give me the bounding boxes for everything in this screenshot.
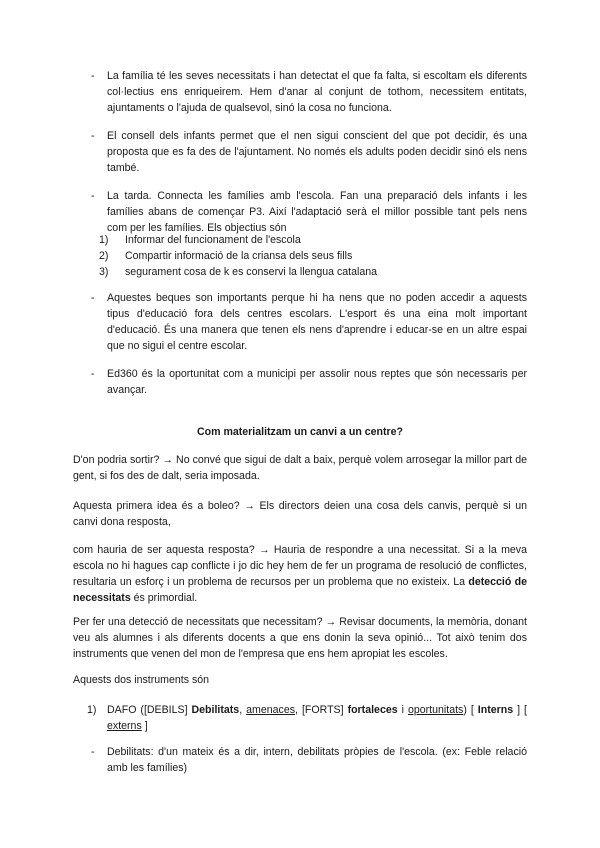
- list-item-text: El consell dels infants permet que el nen sigui conscient del que pot decidir, és una proposta que es fa des de l'ajuntament. No només els adults poden decidir sinó els nens també.: [107, 130, 527, 174]
- list-item: [91, 68, 527, 116]
- paragraph-tail: és primordial.: [130, 592, 198, 604]
- paragraph: [73, 542, 527, 606]
- bullet-dash: -: [91, 130, 95, 142]
- list-item: [91, 744, 527, 776]
- list-item: [91, 290, 527, 354]
- paragraph: Per fer una detecció de necessitats que necessitam? → Revisar documents, la memòria, donant veu als alumnes i als diferents docents a que ens donin la seva opinió... Tot això tenim dos instruments que venen del mon de l'empresa que ens hem apropiat les escoles.: [73, 616, 527, 660]
- objective-number: 1): [99, 234, 109, 246]
- bullet-dash: -: [91, 292, 95, 304]
- objective-item: [99, 248, 525, 264]
- dafo-bold: Interns: [477, 704, 514, 716]
- dafo-underlined: oportunitats: [407, 704, 464, 716]
- dafo-text: ) [: [463, 704, 478, 716]
- dafo-bold: fortaleces: [347, 704, 398, 716]
- objective-item: [99, 264, 525, 280]
- dafo-text: ]: [141, 720, 148, 732]
- dafo-text: , [FORTS]: [295, 704, 348, 716]
- dafo-bold: Debilitats: [191, 704, 240, 716]
- dafo-underlined: amenaces: [246, 704, 296, 716]
- section-title: Com materialitzam un canvi a un centre?: [196, 426, 404, 438]
- bullet-dash: -: [91, 368, 95, 380]
- dafo-text: i: [397, 704, 408, 716]
- objective-text: segurament cosa de k es conservi la llengua catalana: [125, 266, 378, 278]
- paragraph: Aquests dos instruments són: [73, 674, 210, 686]
- dafo-text: ] [: [513, 704, 527, 716]
- objective-text: Compartir informació de la criansa dels seus fills: [125, 250, 353, 262]
- list-item-text: Ed360 és la oportunitat com a municipi per assolir nous reptes que són necessaris per avançar.: [107, 368, 527, 396]
- list-item: [91, 366, 527, 398]
- list-item-text: La família té les seves necessitats i han detectat el que fa falta, si escoltam els diferents col·lectius ens enriqueirem. Hem d'anar al conjunt de tothom, necessitem entitats, ajuntaments o l'ajuda de qualsevol, sinó la cosa no funciona.: [107, 70, 527, 114]
- list-item-text: La tarda. Connecta les famílies amb l'escola. Fan una preparació dels infants i les famílies abans de començar P3. Així l'adaptació serà el millor possible tant pels nens com per les famílies. Els objectius són: [107, 190, 527, 234]
- dafo-number: 1): [87, 704, 97, 716]
- paragraph: Aquesta primera idea és a boleo? → Els directors deien una cosa dels canvis, perquè si un canvi dona resposta,: [73, 500, 527, 528]
- bullet-dash: -: [91, 746, 95, 758]
- dafo-text: ,: [239, 704, 247, 716]
- list-item: [91, 128, 527, 176]
- emphasis-text: detecció de necessitats: [73, 576, 527, 604]
- list-item-text: Aquestes beques son importants perque hi ha nens que no poden accedir a aquests tipus d'educació fora dels centres escolars. L'esport és una eina molt important d'educació. És una manera que tenen els nens d'aprendre i educar-se en un altre espai que no sigui el centre escolar.: [107, 292, 527, 352]
- paragraph: D'on podria sortir? → No convé que sigui de dalt a baix, perquè volem arrosegar la millor part de gent, si fos des de dalt, seria imposada.: [73, 454, 527, 482]
- dafo-item: [87, 702, 527, 734]
- bullet-dash: -: [91, 70, 95, 82]
- list-item-text: Debilitats: d'un mateix és a dir, intern, debilitats pròpies de l'escola. (ex: Feble relació amb les famílies): [107, 746, 527, 774]
- list-item: [91, 188, 527, 236]
- objective-text: Informar del funcionament de l'escola: [125, 234, 301, 246]
- objective-item: [99, 232, 525, 248]
- bullet-dash: -: [91, 190, 95, 202]
- dafo-text: DAFO ([DEBILS]: [107, 704, 192, 716]
- objective-number: 2): [99, 250, 109, 262]
- paragraph-text: com hauria de ser aquesta resposta? → Hauria de respondre a una necessitat. Si a la meva escola no hi hagues cap conflicte i jo dic hey hem de fer un programa de resolució de conflictes, resultaria un esforç i un problema de recursos per un problema que no existeix. La: [73, 544, 527, 588]
- dafo-underlined: externs: [107, 720, 142, 732]
- objective-number: 3): [99, 266, 109, 278]
